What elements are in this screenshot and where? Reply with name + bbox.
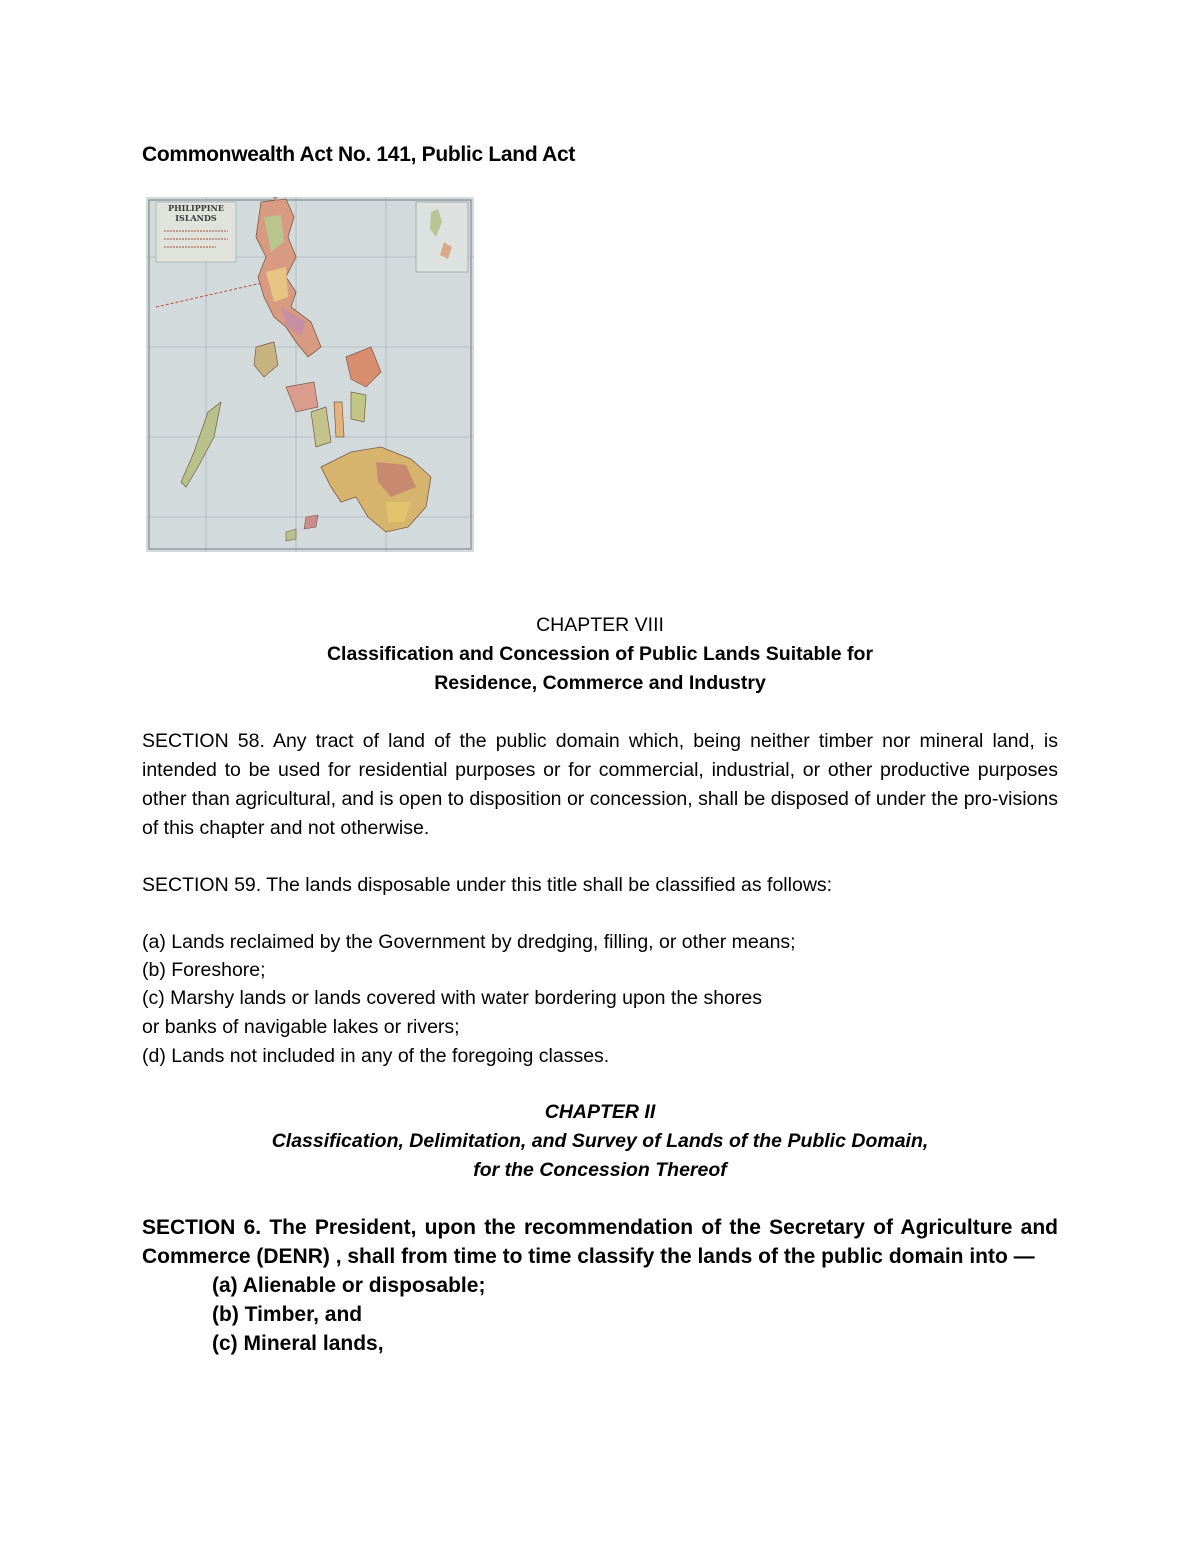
document-title: Commonwealth Act No. 141, Public Land Act: [142, 143, 576, 166]
section-58-paragraph: SECTION 58. Any tract of land of the public domain which, being neither timber nor mineral land, is intended to be used for residential purposes or for commercial, industrial, or other productive purposes other than agricultural, and is open to disposition or concession, shall be disposed of under the pro-visions of this chapter and not otherwise.: [142, 730, 1058, 839]
section-59-item-a: (a) Lands reclaimed by the Government by dredging, filling, or other means;: [142, 931, 796, 953]
section-59-item-c-continued: or banks of navigable lakes or rivers;: [142, 1016, 460, 1038]
section-6-paragraph: SECTION 6. The President, upon the recommendation of the Secretary of Agriculture and Commerce (DENR) , shall from time to time classify the lands of the public domain into —: [142, 1216, 1058, 1268]
section-6-item-c: (c) Mineral lands,: [212, 1332, 384, 1355]
chapter-viii-subtitle-line1: Classification and Concession of Public Lands Suitable for: [326, 643, 874, 665]
section-6-item-b: (b) Timber, and: [212, 1303, 363, 1326]
map-caption-line2: ISLANDS: [175, 213, 217, 223]
chapter-viii-heading: CHAPTER VIII: [536, 614, 664, 636]
chapter-ii-heading-block: [142, 1098, 1058, 1185]
section-59-item-d: (d) Lands not included in any of the foregoing classes.: [142, 1045, 610, 1067]
section-59-item-c: (c) Marshy lands or lands covered with water bordering upon the shores: [142, 987, 762, 1009]
chapter-viii-subtitle-line2: Residence, Commerce and Industry: [434, 672, 766, 694]
chapter-ii-subtitle-line1: Classification, Delimitation, and Survey of Lands of the Public Domain,: [271, 1130, 929, 1152]
chapter-ii-heading: CHAPTER II: [544, 1101, 656, 1123]
chapter-viii-heading-block: [142, 611, 1058, 698]
chapter-ii-subtitle-line2: for the Concession Thereof: [473, 1159, 727, 1181]
map-caption-line1: PHILIPPINE: [168, 203, 224, 213]
section-59-intro: SECTION 59. The lands disposable under this title shall be classified as follows:: [142, 874, 833, 896]
section-6-item-a: (a) Alienable or disposable;: [212, 1274, 486, 1297]
philippine-map-image: [146, 197, 474, 552]
section-59-item-b: (b) Foreshore;: [142, 959, 266, 981]
